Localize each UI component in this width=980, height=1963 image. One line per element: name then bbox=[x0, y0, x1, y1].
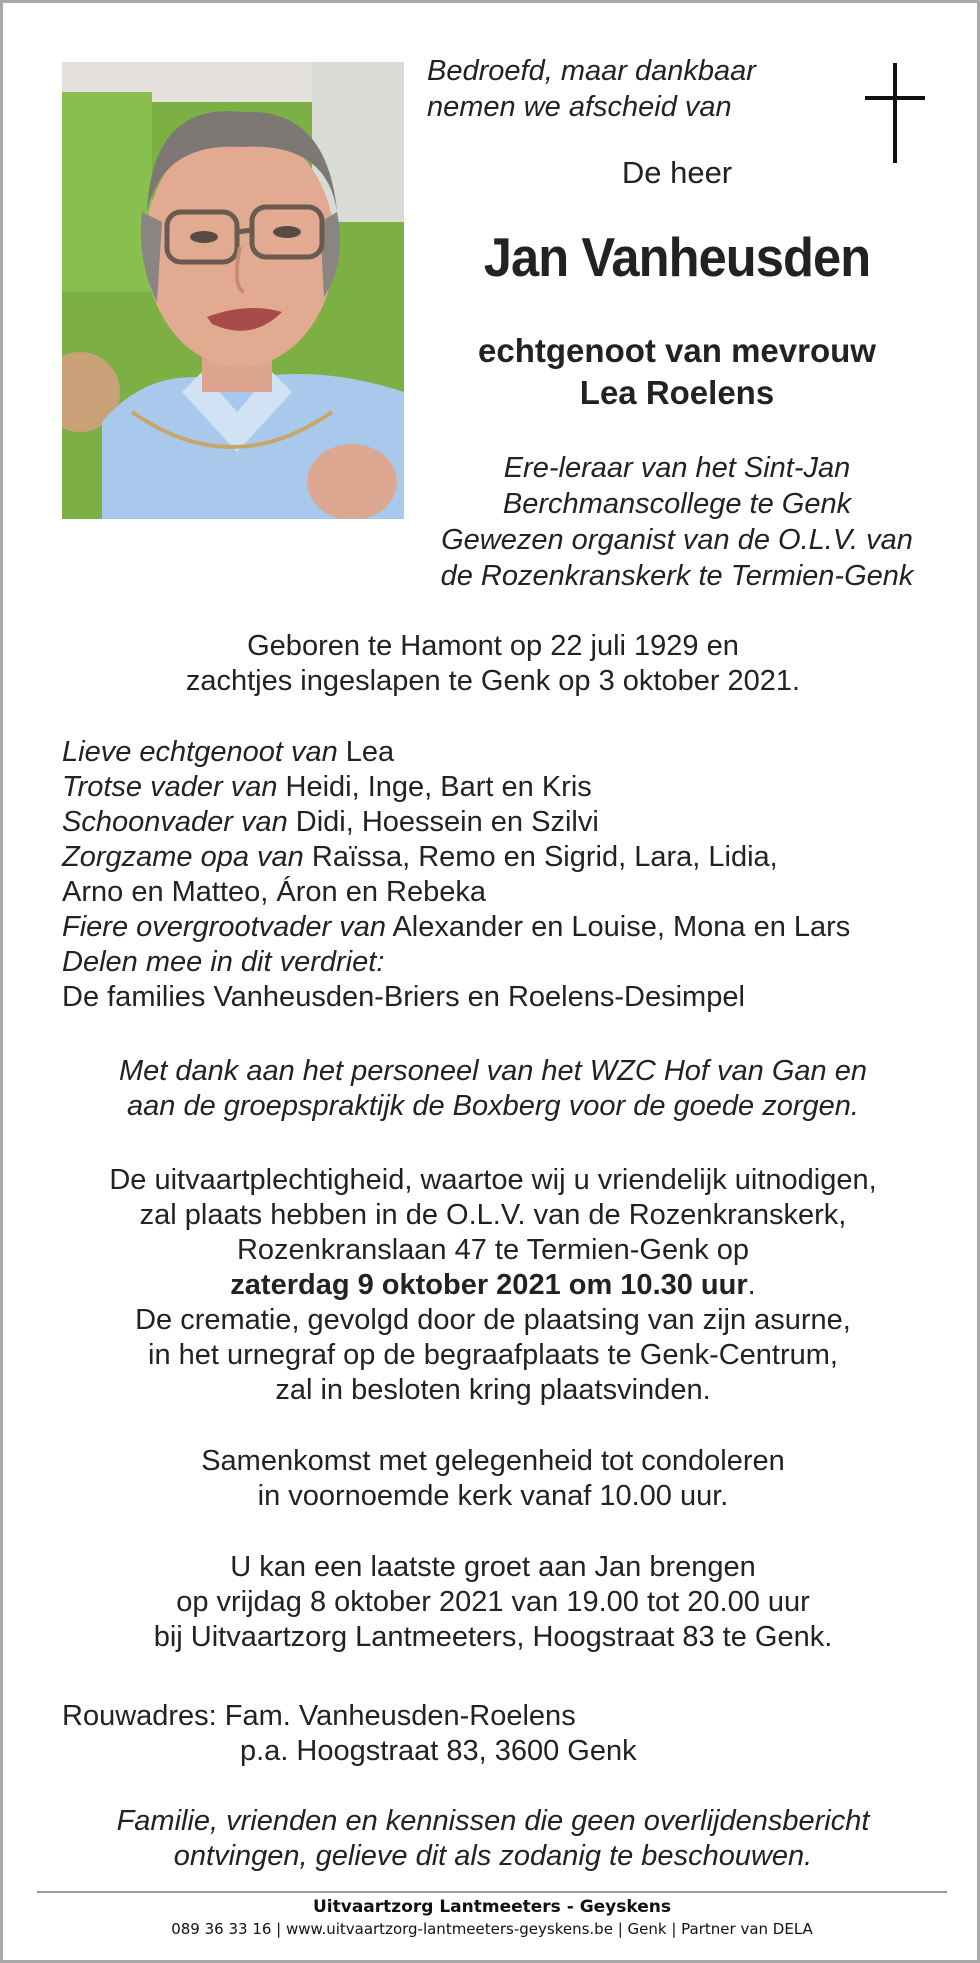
family-role: Lieve echtgenoot van bbox=[62, 736, 338, 768]
family-line bbox=[62, 875, 942, 910]
role-line: Ere-leraar van het Sint-Jan bbox=[503, 452, 851, 484]
family-names: De families Vanheusden-Briers en Roelens-Desimpel bbox=[62, 981, 745, 1013]
intro-text bbox=[427, 53, 847, 125]
ceremony-date-line bbox=[43, 1268, 943, 1303]
family-line bbox=[62, 980, 942, 1015]
spouse-line: Lea Roelens bbox=[579, 374, 775, 411]
deceased-name: Jan Vanheusden bbox=[483, 226, 871, 288]
intro-line: nemen we afscheid van bbox=[427, 91, 732, 123]
spouse-line: echtgenoot van mevrouw bbox=[478, 332, 876, 369]
greeting-line: op vrijdag 8 oktober 2021 van 19.00 tot 20.00 uur bbox=[176, 1586, 810, 1618]
honorific: De heer bbox=[621, 155, 733, 190]
ceremony-date: zaterdag 9 oktober 2021 om 10.30 uur bbox=[230, 1269, 748, 1301]
footer-contact-info: 089 36 33 16 | www.uitvaartzorg-lantmeeters-geyskens.be | Genk | Partner van DELA bbox=[171, 1920, 813, 1938]
birth-line: Geboren te Hamont op 22 juli 1929 en bbox=[247, 630, 739, 662]
thanks-line: Met dank aan het personeel van het WZC Hof van Gan en bbox=[119, 1055, 867, 1087]
ceremony-line: De uitvaartplechtigheid, waartoe wij u vriendelijk uitnodigen, bbox=[109, 1164, 877, 1196]
family-names: Lea bbox=[337, 736, 395, 768]
ceremony-line: zal in besloten kring plaatsvinden. bbox=[275, 1374, 711, 1406]
thanks-line: aan de groepspraktijk de Boxberg voor de goede zorgen. bbox=[127, 1090, 859, 1122]
footer-divider bbox=[37, 1891, 947, 1893]
notice-line: Familie, vrienden en kennissen die geen overlijdensbericht bbox=[116, 1805, 870, 1837]
footer-company: Uitvaartzorg Lantmeeters - Geyskens bbox=[313, 1897, 671, 1917]
family-line bbox=[62, 945, 942, 980]
ceremony-text bbox=[43, 1163, 943, 1408]
family-role: Schoonvader van bbox=[62, 806, 288, 838]
address-line: Rouwadres: Fam. Vanheusden-Roelens bbox=[62, 1700, 576, 1732]
role-line: Berchmanscollege te Genk bbox=[502, 488, 852, 520]
ceremony-line: in het urnegraf op de begraafplaats te Genk-Centrum, bbox=[148, 1339, 838, 1371]
family-line bbox=[62, 840, 942, 875]
family-list bbox=[62, 735, 942, 1015]
birth-death-text bbox=[43, 629, 943, 699]
family-names: Arno en Matteo, Áron en Rebeka bbox=[62, 876, 486, 908]
greeting-line: U kan een laatste groet aan Jan brengen bbox=[230, 1551, 756, 1583]
family-names: Raïssa, Remo en Sigrid, Lara, Lidia, bbox=[303, 841, 778, 873]
ceremony-date-suffix: . bbox=[747, 1269, 756, 1301]
thanks-text bbox=[43, 1054, 943, 1124]
condolence-meeting-text bbox=[43, 1444, 943, 1514]
roles-text bbox=[404, 450, 950, 594]
mourning-address bbox=[62, 1699, 637, 1769]
family-role: Fiere overgrootvader van bbox=[62, 911, 386, 943]
notice-line: ontvingen, gelieve dit als zodanig te beschouwen. bbox=[173, 1840, 813, 1872]
cross-icon bbox=[865, 63, 925, 163]
family-names: Heidi, Inge, Bart en Kris bbox=[277, 771, 592, 803]
notice-text bbox=[43, 1804, 943, 1874]
birth-line: zachtjes ingeslapen te Genk op 3 oktober 2021. bbox=[185, 665, 801, 697]
meeting-line: Samenkomst met gelegenheid tot condoleren bbox=[201, 1445, 785, 1477]
meeting-line: in voornoemde kerk vanaf 10.00 uur. bbox=[257, 1480, 729, 1512]
family-names: Didi, Hoessein en Szilvi bbox=[287, 806, 599, 838]
family-role: Trotse vader van bbox=[62, 771, 278, 803]
ceremony-line: Rozenkranslaan 47 te Termien-Genk op bbox=[236, 1234, 750, 1266]
ceremony-line: De crematie, gevolgd door de plaatsing van zijn asurne, bbox=[135, 1304, 851, 1336]
family-role: Zorgzame opa van bbox=[62, 841, 304, 873]
ceremony-line: zal plaats hebben in de O.L.V. van de Rozenkranskerk, bbox=[139, 1199, 847, 1231]
family-line bbox=[62, 805, 942, 840]
spouse-info bbox=[404, 330, 950, 414]
role-line: de Rozenkranskerk te Termien-Genk bbox=[440, 560, 914, 592]
address-line: p.a. Hoogstraat 83, 3600 Genk bbox=[240, 1735, 637, 1767]
family-line bbox=[62, 735, 942, 770]
portrait-photo bbox=[62, 62, 404, 519]
role-line: Gewezen organist van de O.L.V. van bbox=[441, 524, 913, 556]
last-greeting-text bbox=[43, 1550, 943, 1655]
family-line bbox=[62, 770, 942, 805]
greeting-line: bij Uitvaartzorg Lantmeeters, Hoogstraat 83 te Genk. bbox=[153, 1621, 833, 1653]
family-line bbox=[62, 910, 942, 945]
intro-line: Bedroefd, maar dankbaar bbox=[427, 55, 756, 87]
family-role: Delen mee in dit verdriet: bbox=[62, 946, 385, 978]
family-names: Alexander en Louise, Mona en Lars bbox=[386, 911, 851, 943]
